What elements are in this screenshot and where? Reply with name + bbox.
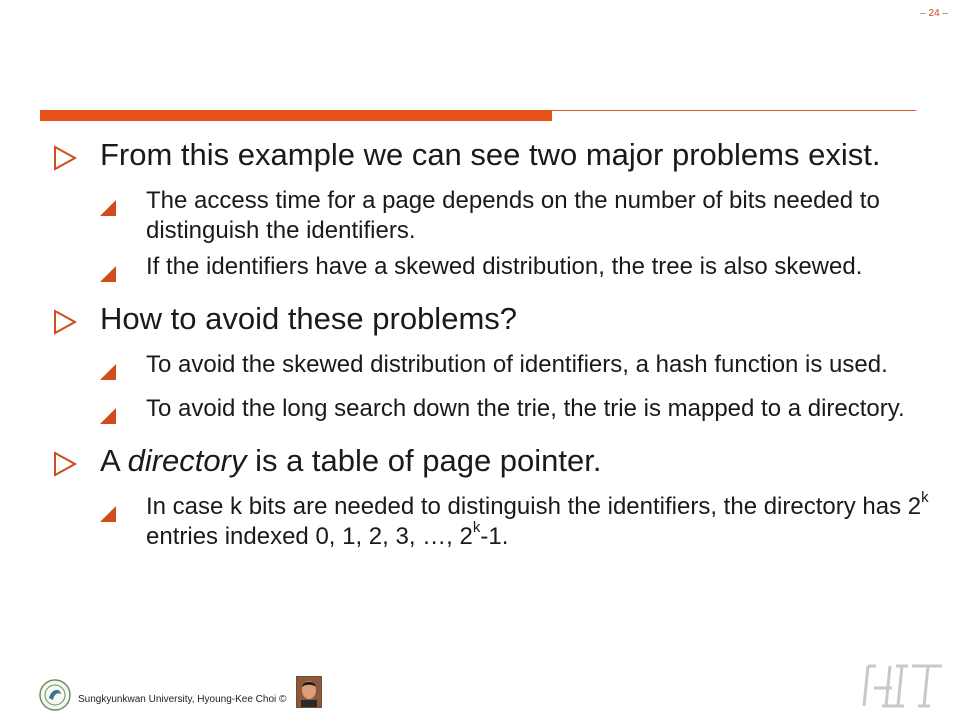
footer-text: Sungkyunkwan University, Hyoung-Kee Choi © [78, 694, 287, 705]
sub-bullet-text: The access time for a page depends on the number of bits needed to distinguish the identifiers. [146, 187, 880, 244]
sub-bullet-text [146, 489, 932, 552]
filled-triangle-bullet-icon [100, 350, 146, 388]
sub-bullet-item [100, 394, 932, 432]
sub-bullet-text: If the identifiers have a skewed distribution, the tree is also skewed. [146, 253, 863, 280]
sub-bullet-item [100, 350, 932, 388]
filled-triangle-bullet-icon [100, 252, 146, 290]
hit-logo-icon [858, 658, 948, 712]
sub-bullet-item [100, 252, 932, 290]
filled-triangle-bullet-icon [100, 186, 146, 224]
sub-bullet-text: To avoid the long search down the trie, the trie is mapped to a directory. [146, 395, 905, 422]
footer [30, 672, 960, 720]
triangle-outline-bullet-icon [52, 300, 100, 344]
superscript: k [921, 489, 929, 506]
bullet-text: How to avoid these problems? [100, 301, 518, 336]
author-photo [296, 676, 322, 708]
bullet-text: From this example we can see two major problems exist. [100, 137, 881, 172]
university-seal-icon [38, 678, 72, 712]
sub-bullet-item [100, 186, 932, 246]
text-part: -1. [480, 523, 509, 550]
text-suffix: is a table of page pointer. [246, 443, 602, 478]
superscript: k [472, 519, 481, 536]
text-part: entries indexed 0, 1, 2, 3, …, 2 [146, 523, 473, 550]
bullet-text [100, 442, 932, 480]
triangle-outline-bullet-icon [52, 136, 100, 180]
bullet-item [52, 136, 932, 180]
header-rule-thick [40, 111, 552, 121]
text-prefix: A [100, 443, 128, 478]
text-part: In case k bits are needed to distinguish the identifiers, the directory has 2 [146, 493, 922, 520]
slide-content [52, 136, 932, 552]
filled-triangle-bullet-icon [100, 492, 146, 530]
filled-triangle-bullet-icon [100, 394, 146, 432]
term-directory: directory [127, 443, 247, 478]
bullet-item [52, 442, 932, 486]
bullet-item [52, 300, 932, 344]
sub-bullet-item [100, 489, 932, 552]
sub-bullet-text: To avoid the skewed distribution of identifiers, a hash function is used. [146, 351, 888, 378]
triangle-outline-bullet-icon [52, 442, 100, 486]
page-number: – 24 – [920, 8, 948, 19]
